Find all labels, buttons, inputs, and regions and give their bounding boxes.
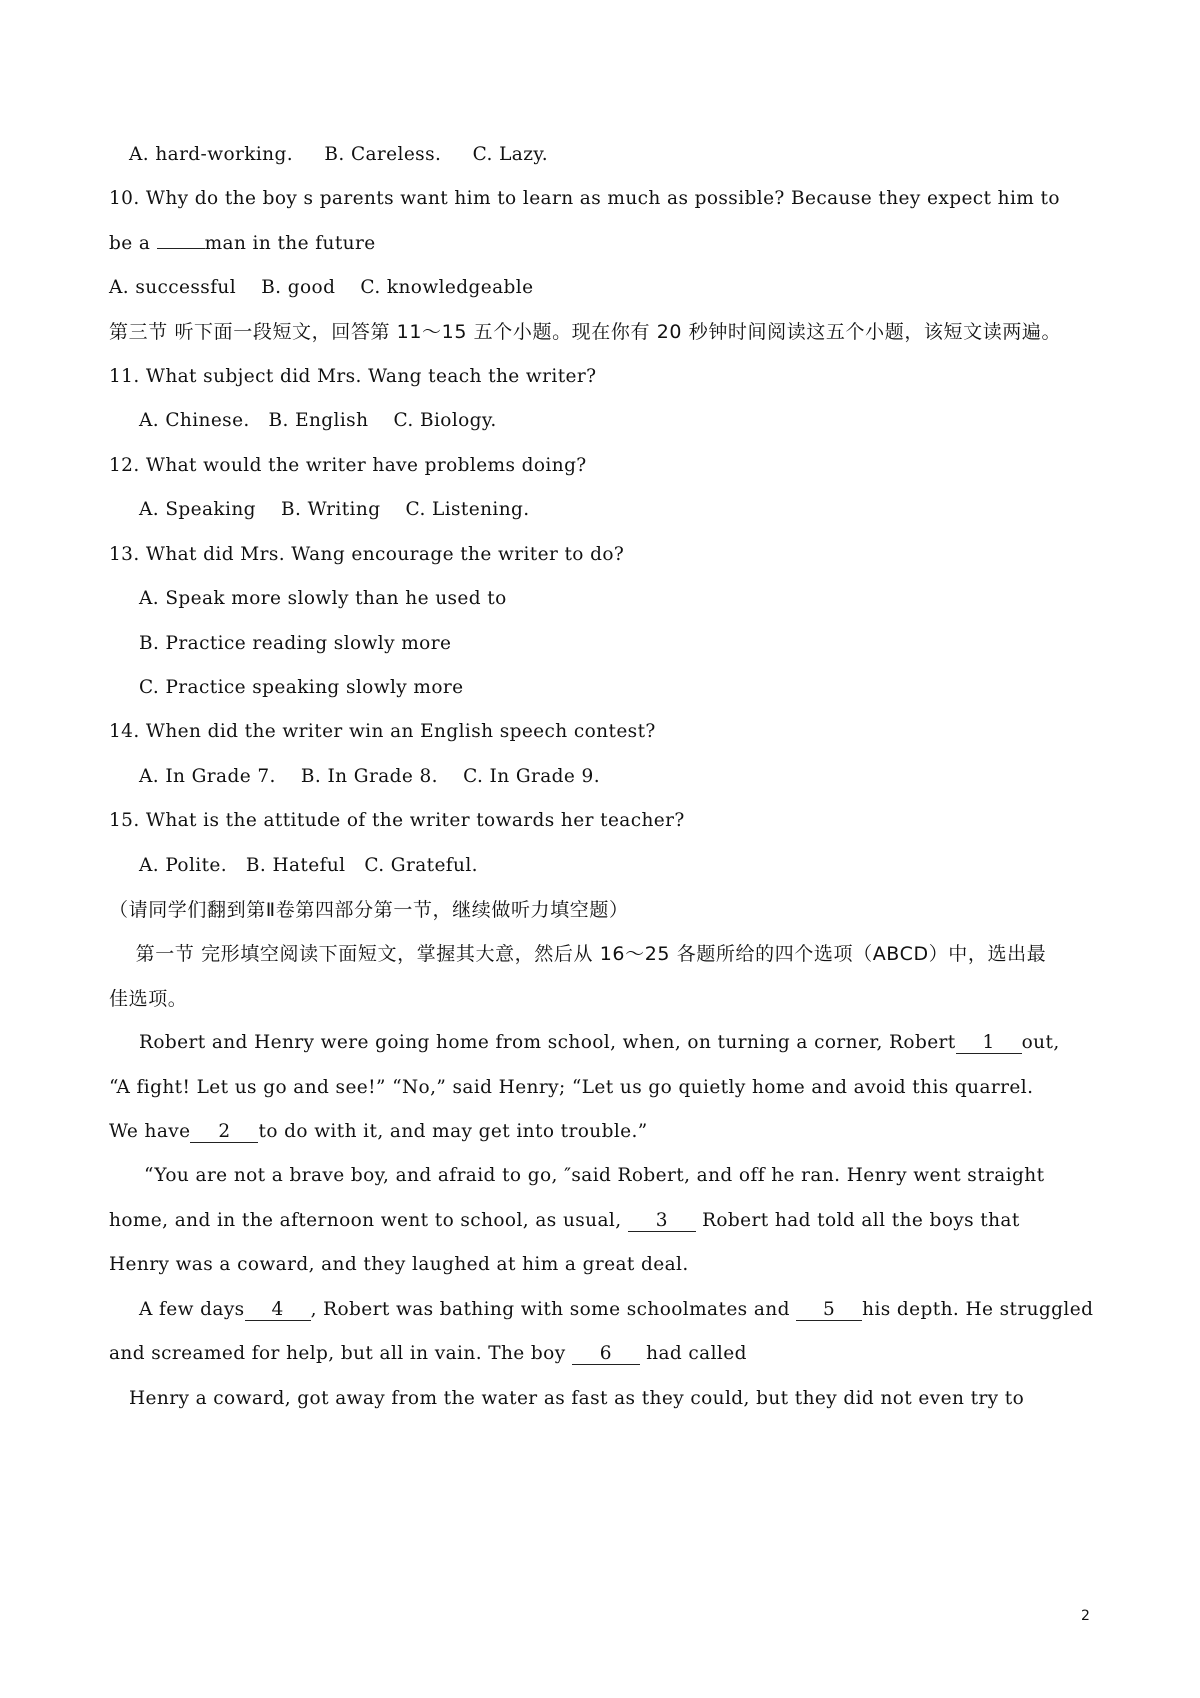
q11-question: 11. What subject did Mrs. Wang teach the writer? bbox=[109, 366, 597, 387]
q10-question-line1: 10. Why do the boy s parents want him to learn as much as possible? Because they expect him to bbox=[109, 188, 1060, 209]
passage-text: A few days bbox=[139, 1299, 245, 1320]
q10-line2-after: man in the future bbox=[204, 233, 376, 254]
passage-text: Robert and Henry were going home from school, when, on turning a corner, Robert bbox=[139, 1032, 956, 1053]
cloze-instruction-line1: 第一节 完形填空阅读下面短文，掌握其大意，然后从 16～25 各题所给的四个选项（ABCD）中，选出最 bbox=[129, 943, 1047, 965]
q10-question-line2 bbox=[109, 232, 376, 256]
passage-text: Robert had told all the boys that bbox=[702, 1210, 1020, 1231]
q12-question: 12. What would the writer have problems doing? bbox=[109, 455, 587, 476]
q14-options: A. In Grade 7. B. In Grade 8. C. In Grade 9. bbox=[139, 766, 601, 787]
q15-options: A. Polite. B. Hateful C. Grateful. bbox=[139, 855, 478, 876]
passage-text: home, and in the afternoon went to school, as usual, bbox=[109, 1210, 622, 1231]
passage-line bbox=[109, 1209, 1020, 1233]
cloze-blank-2: 2 bbox=[190, 1122, 258, 1143]
cloze-blank-3: 3 bbox=[628, 1211, 696, 1232]
passage-line bbox=[139, 1298, 1093, 1322]
passage-line bbox=[109, 1120, 648, 1144]
passage-text: had called bbox=[646, 1343, 747, 1364]
cloze-instruction-line2: 佳选项。 bbox=[109, 988, 188, 1010]
passage-line: Henry a coward, got away from the water as fast as they could, but they did not even try to bbox=[129, 1388, 1025, 1409]
passage-line bbox=[139, 1031, 1060, 1055]
q13-option-b: B. Practice reading slowly more bbox=[139, 633, 452, 654]
q13-question: 13. What did Mrs. Wang encourage the writer to do? bbox=[109, 544, 625, 565]
passage-line: “You are not a brave boy, and afraid to go, ″said Robert, and off he ran. Henry went straight bbox=[144, 1165, 1045, 1186]
cloze-blank-4: 4 bbox=[245, 1300, 311, 1321]
cloze-blank-6: 6 bbox=[572, 1344, 640, 1365]
q9-options: A. hard-working. B. Careless. C. Lazy. bbox=[129, 144, 549, 165]
passage-text: We have bbox=[109, 1121, 191, 1142]
cloze-blank-1: 1 bbox=[956, 1033, 1022, 1054]
passage-text: out, bbox=[1021, 1032, 1060, 1053]
q12-options: A. Speaking B. Writing C. Listening. bbox=[139, 499, 530, 520]
q10-line2-before: be a bbox=[109, 233, 157, 254]
q14-question: 14. When did the writer win an English speech contest? bbox=[109, 721, 656, 742]
q10-options: A. successful B. good C. knowledgeable bbox=[109, 277, 534, 298]
q15-question: 15. What is the attitude of the writer towards her teacher? bbox=[109, 810, 685, 831]
passage-text: and screamed for help, but all in vain. The boy bbox=[109, 1343, 566, 1364]
passage-line bbox=[109, 1342, 747, 1366]
passage-text: to do with it, and may get into trouble.” bbox=[258, 1121, 648, 1142]
passage-line: “A fight! Let us go and see!” “No,” said Henry; “Let us go quietly home and avoid this quarrel. bbox=[109, 1077, 1034, 1098]
q10-blank bbox=[157, 248, 205, 249]
q13-option-c: C. Practice speaking slowly more bbox=[139, 677, 464, 698]
turn-page-note: （请同学们翻到第Ⅱ卷第四部分第一节，继续做听力填空题） bbox=[109, 899, 629, 921]
q13-option-a: A. Speak more slowly than he used to bbox=[139, 588, 507, 609]
section3-instruction: 第三节 听下面一段短文，回答第 11～15 五个小题。现在你有 20 秒钟时间阅读这五个小题，该短文读两遍。 bbox=[109, 321, 1062, 343]
cloze-blank-5: 5 bbox=[796, 1300, 862, 1321]
passage-text: , Robert was bathing with some schoolmates and bbox=[310, 1299, 790, 1320]
passage-line: Henry was a coward, and they laughed at him a great deal. bbox=[109, 1254, 689, 1275]
page-number: 2 bbox=[1081, 1608, 1090, 1624]
q11-options: A. Chinese. B. English C. Biology. bbox=[139, 410, 497, 431]
passage-text: his depth. He struggled bbox=[862, 1299, 1094, 1320]
